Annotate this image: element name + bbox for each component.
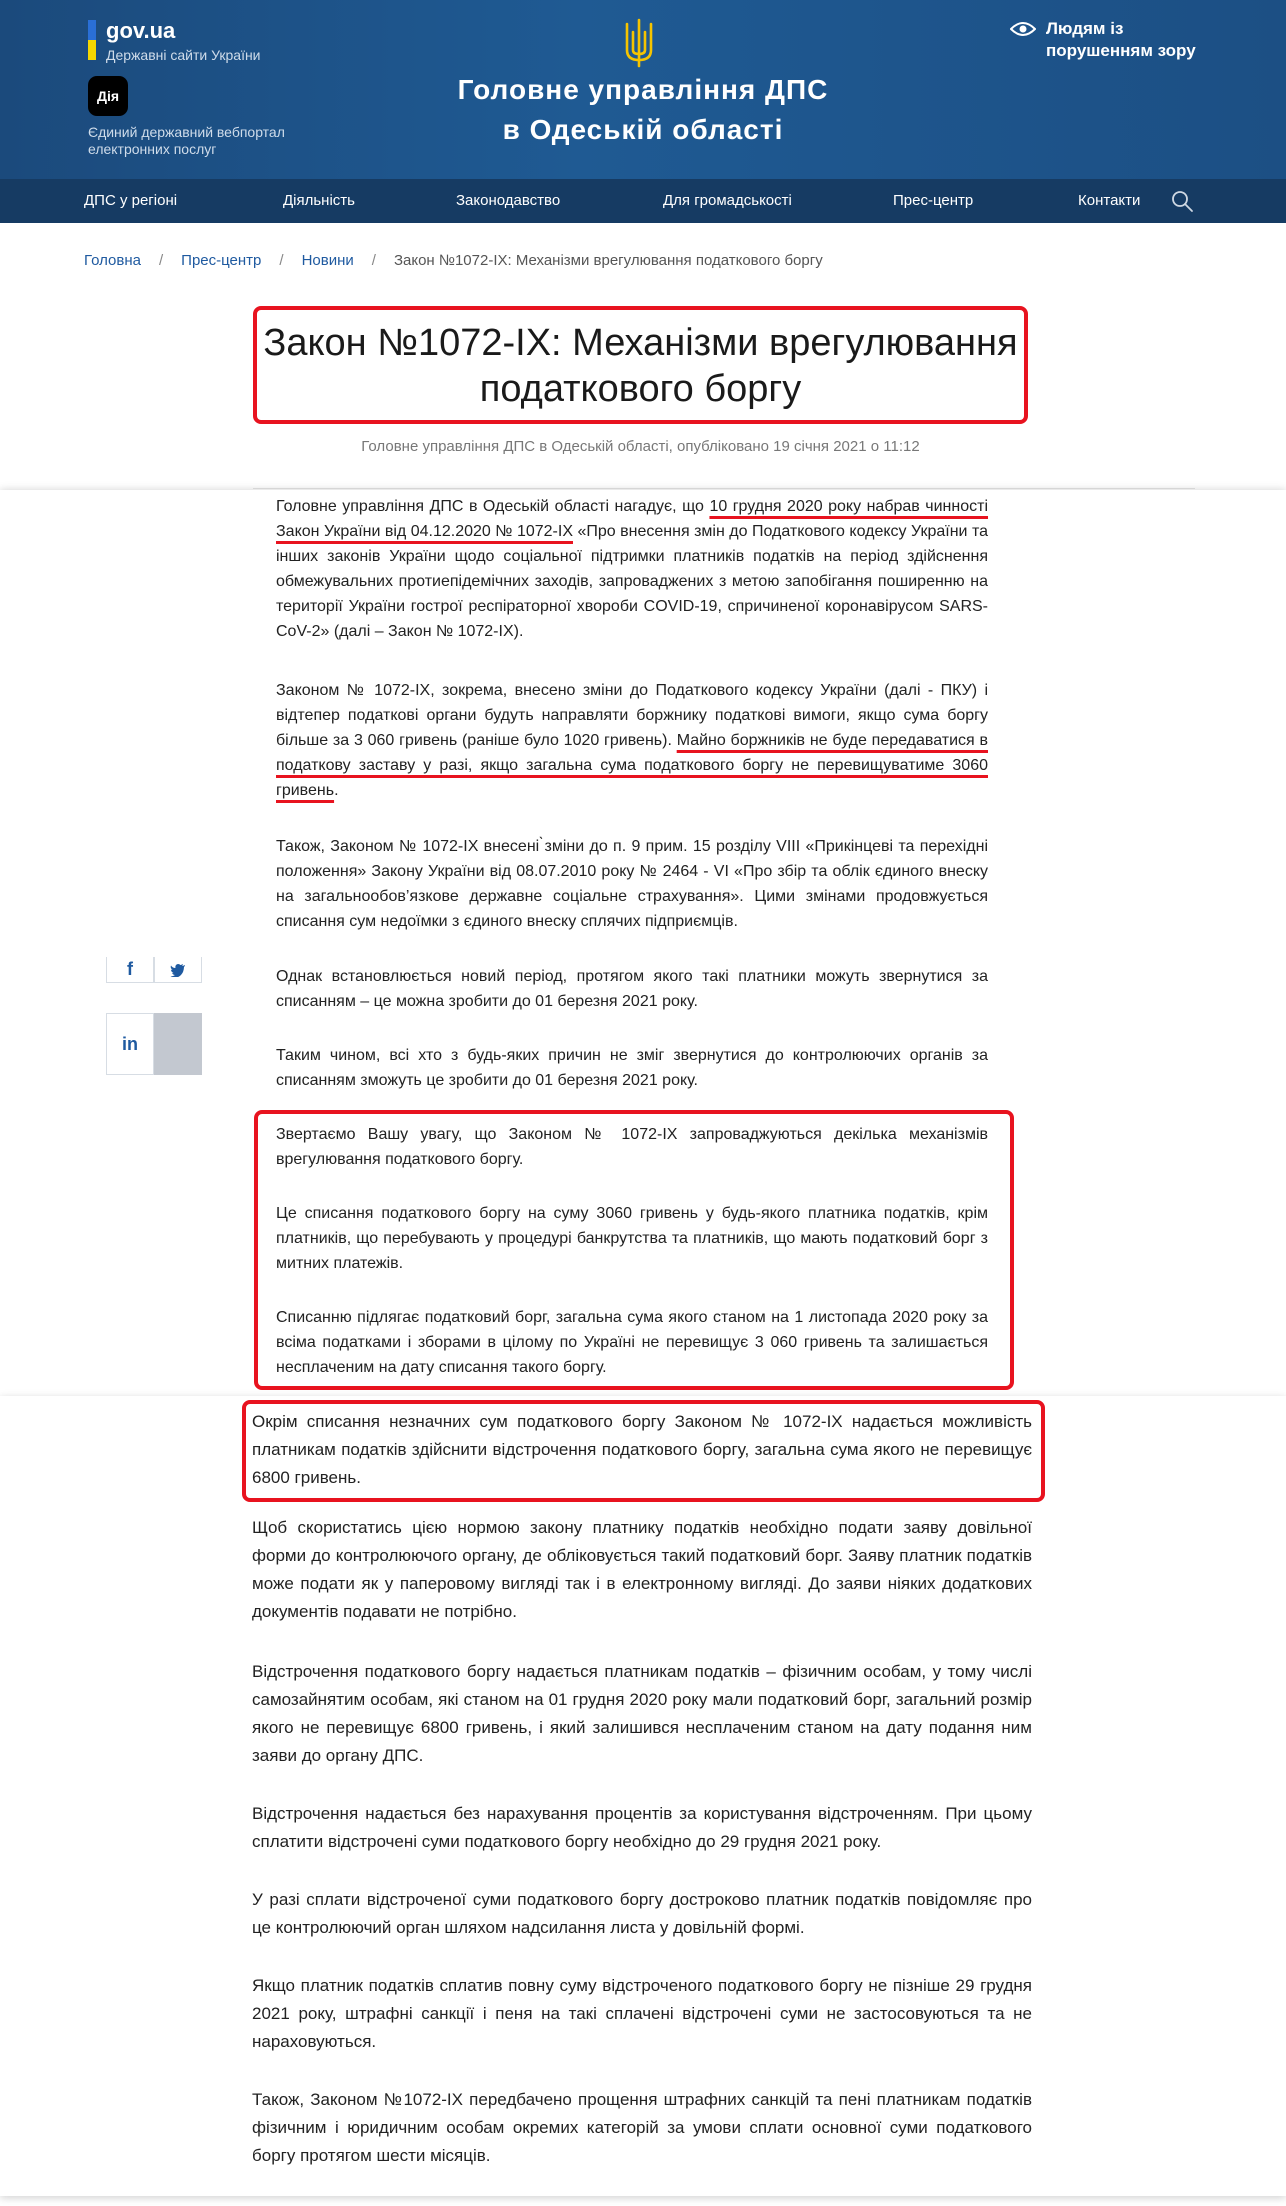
trident-icon — [623, 18, 655, 68]
highlight-frame-deferral — [242, 1400, 1045, 1502]
vision-impaired-label: Людям із порушенням зору — [1046, 19, 1196, 60]
gov-ua-subtitle: Державні сайти України — [106, 47, 261, 63]
breadcrumb-press-center[interactable]: Прес-центр — [181, 252, 262, 269]
paragraph-9: Окрім списання незначних сум податкового боргу Законом № 1072-IX надається можливість платникам податків здійснити відстрочення податкового боргу, загальна сума якого не перевищує 6800 гривень. — [252, 1412, 1032, 1487]
breadcrumb-home[interactable]: Головна — [84, 252, 141, 269]
diia-logo[interactable]: Дія — [88, 76, 128, 116]
twitter-share-icon[interactable] — [154, 957, 202, 983]
nav-item-legislation[interactable]: Законодавство — [456, 192, 561, 209]
nav-item-public[interactable]: Для громадськості — [663, 192, 792, 209]
breadcrumb: Головна / Прес-центр / Новини / Закон №1072-IX: Механізми врегулювання податкового боргу — [84, 252, 823, 269]
paragraph-13: У разі сплати відстроченої суми податкового боргу достроково платник податків повідомляє про це контролюючий орган шляхом надсилання листа у довільній формі. — [252, 1890, 1032, 1937]
nav-item-contacts[interactable]: Контакти — [1078, 192, 1141, 209]
page-title: Закон №1072-IX: Механізми врегулювання податкового боргу — [263, 322, 1018, 410]
paragraph-11: Відстрочення податкового боргу надається платникам податків – фізичним особам, у тому числі самозайнятим особам, які станом на 01 грудня 2020 року мали податковий борг, загальний розмір якого не перевищує 6800 гривень, і який залишився несплаченим станом на дату подання ним заяви до органу ДПС. — [252, 1662, 1032, 1765]
share-buttons — [106, 959, 202, 1075]
site-header — [0, 0, 1286, 179]
paragraph-14: Якщо платник податків сплатив повну суму відстроченого податкового боргу не пізніше 29 грудня 2021 року, штрафні санкції і пеня на такі сплачені відстрочені суми не застосовуються та не нараховуються. — [252, 1976, 1032, 2051]
paragraph-2: Законом № 1072-IX, зокрема, внесено зміни до Податкового кодексу України (далі - ПКУ) і відтепер податкові органи будуть направляти боржнику податкові вимоги, якщо сума боргу більше за 3 060 гривень (раніше було 1020 гривень). Майно боржників не буде передаватися в податкову заставу у разі, якщо загальна сума податкового боргу не перевищуватиме 3060 гривень. — [276, 682, 988, 799]
breadcrumb-current: Закон №1072-IX: Механізми врегулювання податкового боргу — [393, 252, 823, 269]
highlighted-text: 10 грудня 2020 року набрав чинності Закон України від 04.12.2020 № 1072-IX — [276, 498, 989, 540]
eye-icon — [1010, 20, 1036, 38]
paragraph-1: Головне управління ДПС в Одеській області нагадує, що 10 грудня 2020 року набрав чинності Закон України від 04.12.2020 № 1072-IX «Про внесення змін до Податкового кодексу України та інших законів України щодо соціальної підтримки платників податків на період здійснення обмежувальних протиепідемічних заходів, запроваджених з метою запобігання поширенню на території України гострої респіраторної хвороби COVID-19, спричиненої коронавірусом SARS-CoV-2» (далі – Закон № 1072-IX). — [276, 498, 989, 640]
article-meta: Головне управління ДПС в Одеській області, опубліковано 19 січня 2021 о 11:12 — [361, 438, 920, 455]
share-placeholder — [154, 1013, 202, 1075]
paragraph-7: Це списання податкового боргу на суму 3060 гривень у будь-якого платника податків, крім платників, що перебувають у процедурі банкрутства та платників, що мають податковий борг з митних платежів. — [276, 1205, 988, 1272]
diia-subtitle: Єдиний державний вебпортал електронних послуг — [88, 124, 285, 157]
breadcrumb-news[interactable]: Новини — [301, 252, 354, 269]
ukraine-flag-icon — [88, 20, 96, 60]
highlight-frame-mechanisms — [254, 1110, 1014, 1390]
nav-item-dps-region[interactable]: ДПС у регіоні — [84, 192, 178, 209]
paragraph-15: Також, Законом №1072-IX передбачено прощення штрафних санкцій та пені платникам податків фізичним і юридичним особам окремих категорій за умови сплати основної суми податкового боргу протягом шести місяців. — [252, 2090, 1032, 2165]
vision-impaired-link[interactable] — [1010, 18, 1196, 62]
paragraph-8: Списанню підлягає податковий борг, загальна сума якого станом на 1 листопада 2020 року за всіма податками і зборами в цілому по Україні не перевищує 3 060 гривень та залишається несплаченим на дату списання такого боргу. — [276, 1309, 988, 1376]
search-icon[interactable] — [1170, 189, 1194, 213]
highlighted-text: Майно боржників не буде передаватися в податкову заставу у разі, якщо загальна сума податкового боргу не перевищуватиме 3060 гривень — [276, 732, 988, 799]
paragraph-10: Щоб скористатись цією нормою закону платнику податків необхідно подати заяву довільної форми до контролюючого органу, де обліковується такий податковий борг. Заяву платник податків може подати як у паперовому вигляді так і в електронному вигляді. До заяви ніяких додаткових документів подавати не потрібно. — [252, 1518, 1032, 1621]
article-panel-bottom — [0, 1396, 1286, 2196]
title-divider — [253, 488, 1195, 489]
gov-ua-link[interactable] — [88, 18, 261, 64]
site-title[interactable]: Головне управління ДПС в Одеській області — [457, 74, 829, 145]
nav-item-press-center[interactable]: Прес-центр — [893, 192, 974, 209]
main-nav — [0, 179, 1286, 223]
facebook-share-icon[interactable]: f — [106, 957, 154, 983]
paragraph-6: Звертаємо Вашу увагу, що Законом № 1072-IX запроваджуються декілька механізмів врегулювання податкового боргу. — [276, 1126, 988, 1168]
paragraph-5: Таким чином, всі хто з будь-яких причин не зміг звернутися до контролюючих органів за списанням зможуть це зробити до 01 березня 2021 року. — [276, 1047, 988, 1089]
linkedin-share-icon[interactable]: in — [106, 1013, 154, 1075]
nav-item-activity[interactable]: Діяльність — [283, 192, 355, 209]
gov-ua-title: gov.ua — [106, 18, 176, 43]
paragraph-3: Також, Законом № 1072-IX внесені ̀зміни до п. 9 прим. 15 розділу VIII «Прикінцеві та перехідні положення» Закону України від 08.07.2010 року № 2464 - VI «Про збір та облік єдиного внеску на загальнообов’язкове державне соціальне страхування». Цими змінами продовжується списання сум недоїмки з єдиного внеску сплячих підприємців. — [276, 838, 988, 930]
paragraph-4: Однак встановлюється новий період, протягом якого такі платники можуть звернутися за списанням – це можна зробити до 01 березня 2021 року. — [276, 968, 988, 1010]
paragraph-12: Відстрочення надається без нарахування процентів за користування відстроченням. При цьому сплатити відстрочені суми податкового боргу необхідно до 29 грудня 2021 року. — [252, 1804, 1032, 1851]
twitter-bird-icon — [170, 963, 186, 977]
